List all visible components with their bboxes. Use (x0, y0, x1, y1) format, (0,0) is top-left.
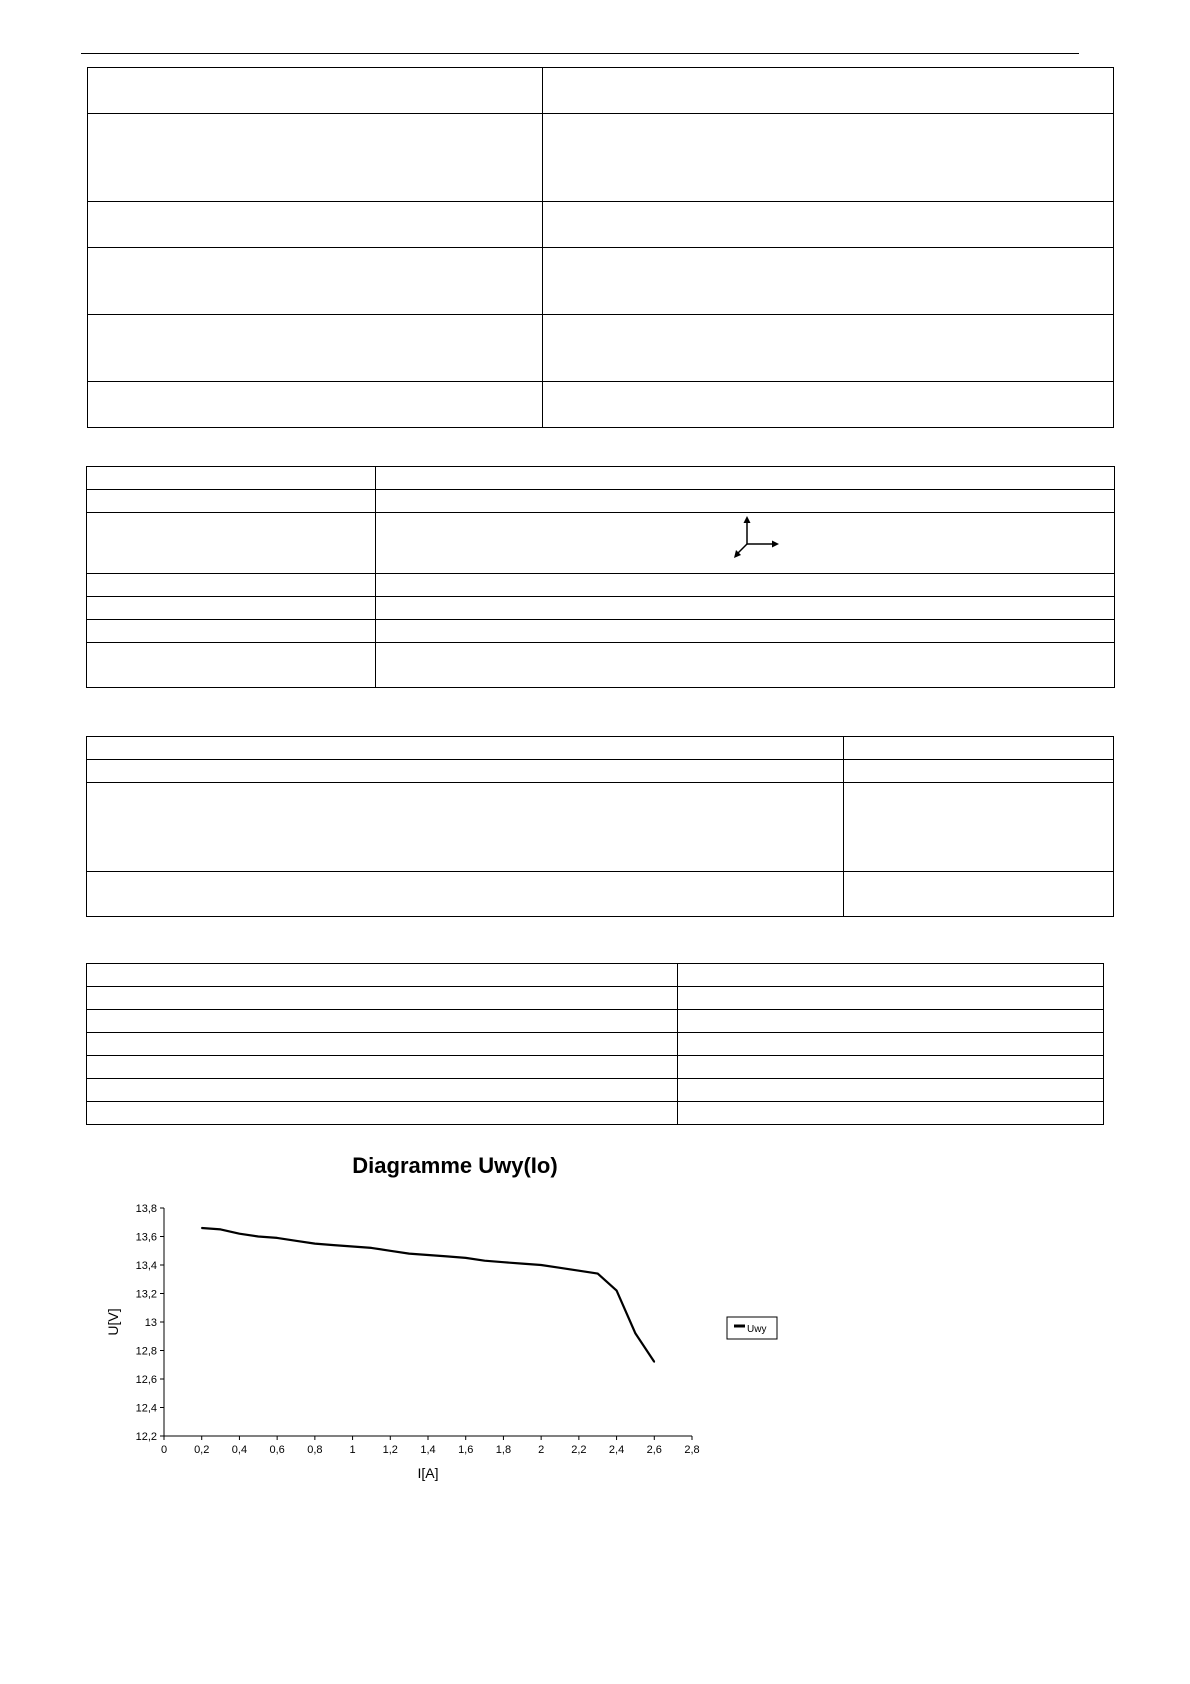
x-tick-label: 2,2 (571, 1444, 587, 1456)
table-row (87, 643, 1115, 688)
table-cell (844, 872, 1114, 917)
table-cell (376, 490, 1115, 513)
table-row (88, 315, 1114, 382)
data-point (427, 1254, 429, 1256)
data-point (465, 1257, 467, 1259)
table-row (87, 490, 1115, 513)
table-cell (376, 643, 1115, 688)
table-row (87, 783, 1114, 872)
data-point (276, 1237, 278, 1239)
data-point (484, 1260, 486, 1262)
data-point (540, 1264, 542, 1266)
table-cell (87, 490, 376, 513)
table-cell (376, 574, 1115, 597)
data-point (257, 1236, 259, 1238)
y-tick-label: 12,4 (135, 1402, 157, 1415)
table-cell (87, 987, 678, 1010)
y-tick-label: 13,2 (135, 1288, 157, 1301)
table-cell (87, 574, 376, 597)
table-row (87, 737, 1114, 760)
series-layer (201, 1227, 655, 1363)
table-cell (87, 1056, 678, 1079)
data-point (635, 1333, 637, 1335)
data-point (653, 1361, 655, 1363)
table-cell (88, 202, 543, 248)
data-point (371, 1247, 373, 1249)
table-row (87, 1033, 1104, 1056)
x-tick-label: 2,6 (646, 1444, 662, 1456)
table-cell (678, 964, 1104, 987)
table-cell (543, 382, 1114, 428)
table-cell (678, 1056, 1104, 1079)
table-cell (543, 114, 1114, 202)
data-point (578, 1270, 580, 1272)
table-cell (88, 315, 543, 382)
data-point (559, 1267, 561, 1269)
table-cell (87, 1010, 678, 1033)
table-cell (678, 1079, 1104, 1102)
table-cell (543, 315, 1114, 382)
data-point (597, 1273, 599, 1275)
table-row (88, 68, 1114, 114)
data-point (389, 1250, 391, 1252)
x-tick-label: 1,4 (420, 1444, 436, 1456)
table-cell (543, 248, 1114, 315)
table-cell (844, 783, 1114, 872)
table-row (88, 202, 1114, 248)
table-3 (86, 736, 1114, 917)
table-cell (376, 620, 1115, 643)
table-cell (844, 760, 1114, 783)
data-point (201, 1227, 203, 1229)
table-row (88, 114, 1114, 202)
table-row (87, 467, 1115, 490)
table-cell (88, 248, 543, 315)
table-4 (86, 963, 1104, 1125)
chart-title: Diagramme Uwy(Io) (352, 1153, 558, 1178)
table-row (87, 1056, 1104, 1079)
header-rule (81, 53, 1079, 54)
x-tick-label: 0,8 (307, 1444, 323, 1456)
y-tick-label: 12,6 (135, 1374, 157, 1386)
table-row (87, 987, 1104, 1010)
x-tick-label: 1 (349, 1444, 356, 1456)
data-point (295, 1240, 297, 1242)
data-point (352, 1246, 354, 1248)
table-row (87, 620, 1115, 643)
table-cell (87, 513, 376, 574)
x-tick-label: 1,2 (382, 1444, 398, 1456)
table-cell (87, 872, 844, 917)
table-cell (87, 1079, 678, 1102)
table-cell (88, 382, 543, 428)
data-point (446, 1256, 448, 1258)
data-point (314, 1243, 316, 1245)
x-tick-label: 0,4 (231, 1444, 248, 1456)
table-row (87, 574, 1115, 597)
table-cell (376, 467, 1115, 490)
table-cell (678, 1033, 1104, 1056)
x-tick-label: 0 (160, 1444, 168, 1456)
table-cell (87, 597, 376, 620)
table-row (87, 513, 1115, 574)
table-cell (543, 68, 1114, 114)
table-cell (678, 1102, 1104, 1125)
x-tick-label: 0,2 (194, 1444, 210, 1456)
table-cell (87, 760, 844, 783)
y-tick-label: 13,8 (135, 1203, 157, 1215)
x-axis-label: I[A] (417, 1465, 439, 1481)
table-1 (87, 67, 1114, 428)
data-point (239, 1233, 241, 1235)
data-point (616, 1290, 618, 1292)
table-row (87, 1010, 1104, 1033)
table-cell (87, 964, 678, 987)
data-point (521, 1263, 523, 1265)
data-point (333, 1244, 335, 1246)
series-line-uwy (202, 1228, 655, 1362)
data-point (408, 1253, 410, 1255)
x-tick-label: 1,8 (495, 1444, 512, 1456)
legend (727, 1317, 777, 1339)
table-cell (87, 643, 376, 688)
table-row (87, 964, 1104, 987)
y-axis-label: U[V] (105, 1308, 121, 1336)
table-2 (86, 466, 1115, 688)
table-row (87, 1079, 1104, 1102)
y-tick-label: 13 (144, 1317, 157, 1329)
table-row (87, 760, 1114, 783)
table-cell (87, 1033, 678, 1056)
table-cell (678, 987, 1104, 1010)
table-row (87, 597, 1115, 620)
table-row (88, 382, 1114, 428)
x-tick-label: 2,4 (608, 1444, 625, 1456)
x-tick-label: 2 (538, 1444, 545, 1456)
table-cell (376, 597, 1115, 620)
table-row (87, 872, 1114, 917)
table-row (88, 248, 1114, 315)
table-cell (87, 783, 844, 872)
y-tick-label: 13,6 (135, 1231, 157, 1244)
x-tick-label: 2,8 (684, 1444, 700, 1456)
data-point (220, 1229, 222, 1231)
table-cell (87, 737, 844, 760)
table-row (87, 1102, 1104, 1125)
table-cell (87, 1102, 678, 1125)
table-cell (88, 114, 543, 202)
data-point (503, 1261, 505, 1263)
x-tick-label: 0,6 (269, 1444, 285, 1456)
x-tick-label: 1,6 (458, 1444, 474, 1456)
table-cell (87, 620, 376, 643)
y-tick-label: 12,2 (135, 1431, 157, 1443)
y-tick-label: 13,4 (135, 1260, 157, 1272)
y-tick-labels (136, 1203, 164, 1443)
table-cell (88, 68, 543, 114)
x-tick-labels (161, 1436, 700, 1456)
legend-label-uwy: Uwy (747, 1324, 767, 1335)
voltage-current-chart (100, 1150, 800, 1510)
y-tick-label: 12,8 (135, 1345, 157, 1358)
table-cell (87, 467, 376, 490)
coordinate-axes-icon (733, 516, 781, 560)
table-cell (844, 737, 1114, 760)
table-cell (678, 1010, 1104, 1033)
table-cell (543, 202, 1114, 248)
